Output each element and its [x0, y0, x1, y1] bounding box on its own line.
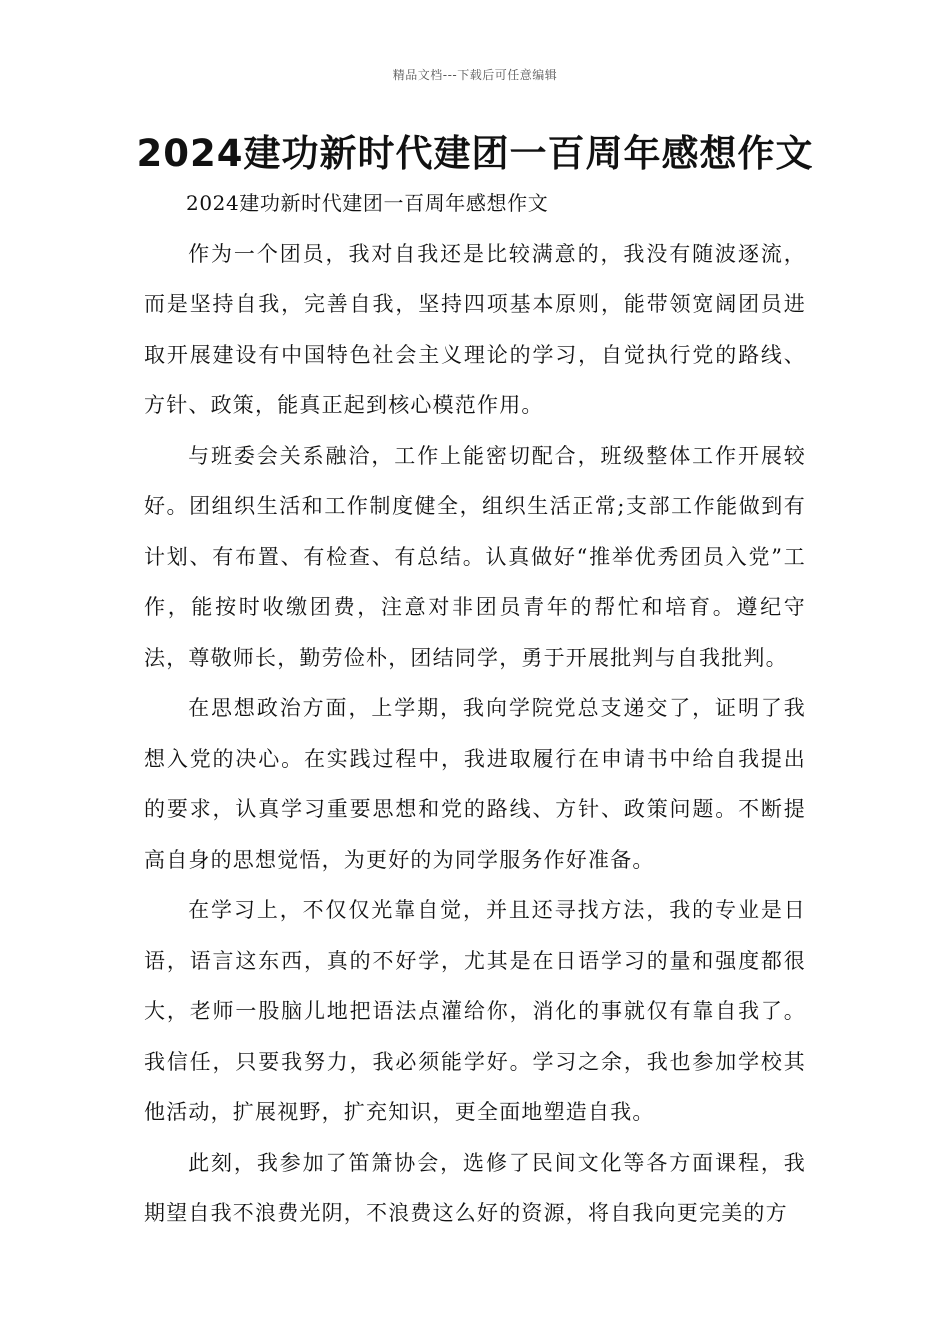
paragraph: 在思想政治方面，上学期，我向学院党总支递交了，证明了我想入党的决心。在实践过程中，我进取履行在申请书中给自我提出的要求，认真学习重要思想和党的路线、方针、政策问题。不断提高自身的思想觉悟，为更好的为同学服务作好准备。 — [144, 696, 806, 872]
document-body — [144, 178, 806, 1239]
paragraph: 此刻，我参加了笛箫协会，选修了民间文化等各方面课程，我期望自我不浪费光阴，不浪费这么好的资源，将自我向更完美的方 — [144, 1150, 806, 1225]
paragraph: 在学习上，不仅仅光靠自觉，并且还寻找方法，我的专业是日语，语言这东西，真的不好学，尤其是在日语学习的量和强度都很大，老师一股脑儿地把语法点灌给你，消化的事就仅有靠自我了。我信任，只要我努力，我必须能学好。学习之余，我也参加学校其他活动，扩展视野，扩充知识，更全面地塑造自我。 — [144, 898, 806, 1124]
header-note: 精品文档---下载后可任意编辑 — [392, 68, 558, 82]
paragraph: 作为一个团员，我对自我还是比较满意的，我没有随波逐流，而是坚持自我，完善自我，坚持四项基本原则，能带领宽阔团员进取开展建设有中国特色社会主义理论的学习，自觉执行党的路线、方针、政策，能真正起到核心模范作用。 — [144, 241, 806, 417]
document-title: 2024建功新时代建团一百周年感想作文 — [136, 132, 814, 175]
paragraph: 与班委会关系融洽，工作上能密切配合，班级整体工作开展较好。团组织生活和工作制度健全，组织生活正常;支部工作能做到有计划、有布置、有检查、有总结。认真做好“推举优秀团员入党”工作，能按时收缴团费，注意对非团员青年的帮忙和培育。遵纪守法，尊敬师长，勤劳俭朴，团结同学，勇于开展批判与自我批判。 — [144, 443, 806, 670]
paragraph-subtitle: 2024建功新时代建团一百周年感想作文 — [186, 191, 549, 215]
